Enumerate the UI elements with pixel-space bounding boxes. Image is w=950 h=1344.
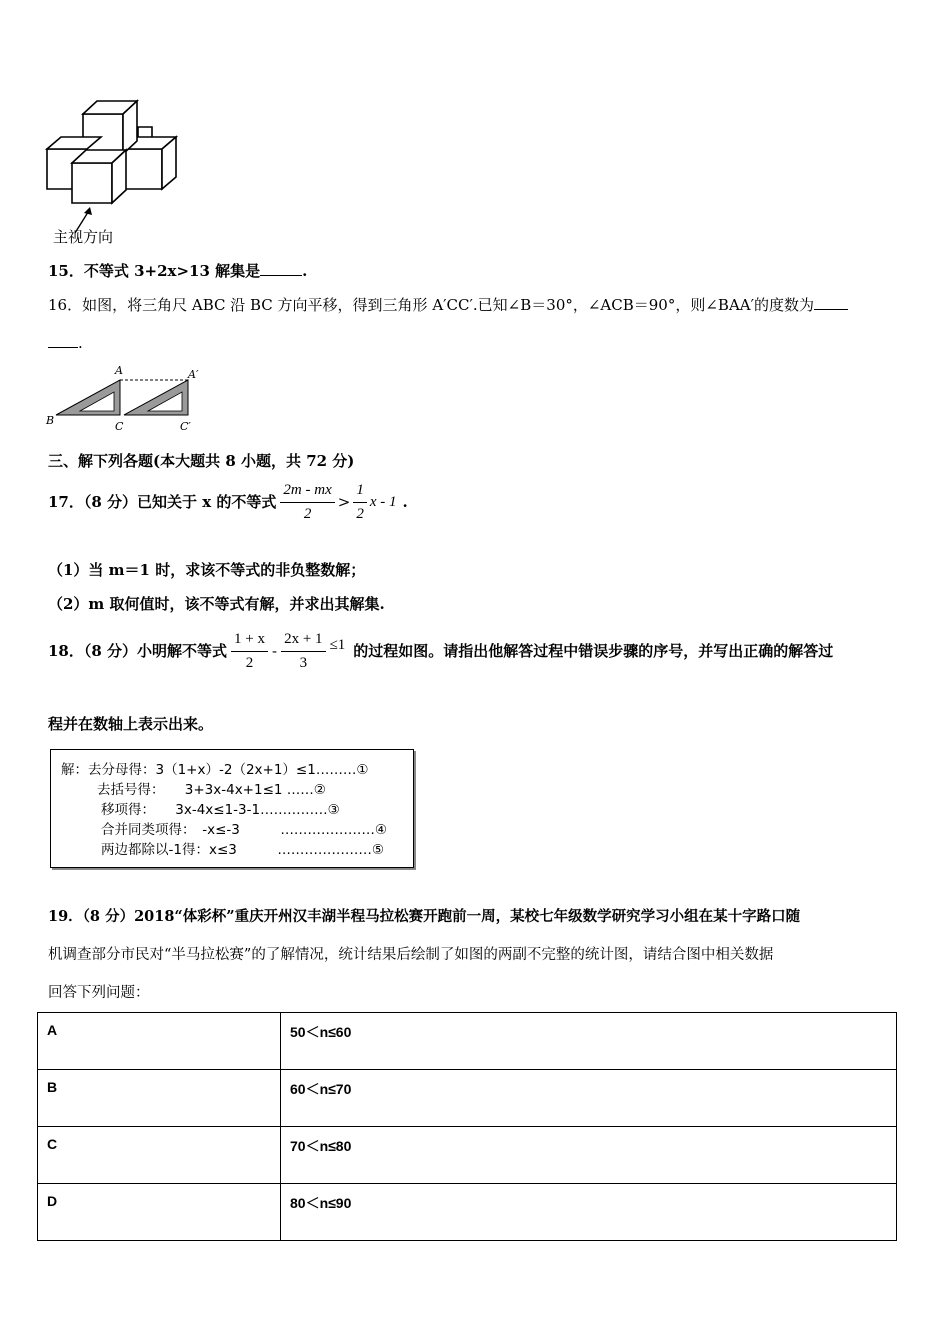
group-cell: D (38, 1184, 281, 1241)
solution-step-5: 两边都除以-1得：x≤3 …………………⑤ (101, 842, 384, 858)
q17-rhs-fraction: $\frac{1}{2}$ (353, 482, 367, 523)
range-cell: 70＜n≤80 (281, 1127, 897, 1184)
view-direction-label: 主视方向 (53, 229, 114, 246)
question-19-line-1: 19．（8 分）2018“体彩杯”重庆开州汉丰湖半程马拉松赛开跑前一周，某校七年级数学研究学习小组在某十字路口随 (48, 908, 801, 925)
solution-box (50, 749, 414, 868)
q17-part-2: （2）m 取何值时，该不等式有解，并求出其解集. (48, 595, 385, 613)
table-row (38, 1070, 897, 1127)
solution-step-2: 去括号得： 3+3x-4x+1≤1 ……② (97, 782, 326, 798)
group-cell: A (38, 1013, 281, 1070)
table-row (38, 1013, 897, 1070)
range-cell: 50＜n≤60 (281, 1013, 897, 1070)
label-A-prime: A′ (188, 368, 199, 381)
range-cell: 60＜n≤70 (281, 1070, 897, 1127)
section-3-title: 三、解下列各题(本大题共 8 小题，共 72 分) (48, 452, 355, 470)
label-C: C (115, 420, 124, 433)
solution-step-1: 解：去分母得：3（1+x）-2（2x+1）≤1………① (61, 762, 369, 778)
question-16-blank-end: . (48, 333, 83, 353)
solution-step-4: 合并同类项得： -x≤-3 …………………④ (101, 822, 387, 838)
label-A: A (115, 364, 123, 377)
table-row (38, 1184, 897, 1241)
q18-fraction-2: $\frac{2x + 1}{3}$ (281, 631, 325, 672)
table-row (38, 1127, 897, 1184)
question-19-line-3: 回答下列问题： (48, 985, 150, 1001)
question-19-line-2: 机调查部分市民对“半马拉松赛”的了解情况，统计结果后绘制了如图的两副不完整的统计图，请结合图中相关数据 (48, 947, 774, 963)
ranges-table (37, 1012, 897, 1241)
triangle-translation-figure (40, 360, 210, 440)
question-17: 17．（8 分）已知关于 x 的不等式 $\frac{2m - mx}{2}$ > $\frac{1}{2}$ x - 1 . (48, 481, 408, 522)
group-cell: B (38, 1070, 281, 1127)
label-C-prime: C′ (180, 420, 191, 433)
q18-fraction-1: $\frac{1 + x}{2}$ (231, 631, 268, 672)
label-B: B (46, 414, 55, 427)
question-16: 16．如图，将三角尺 ABC 沿 BC 方向平移，得到三角形 A′CC′.已知∠B＝30°，∠ACB＝90°，则∠BAA′的度数为 (48, 295, 848, 315)
q17-lhs-fraction: $\frac{2m - mx}{2}$ (280, 482, 334, 523)
group-cell: C (38, 1127, 281, 1184)
question-18: 18．（8 分）小明解不等式 $\frac{1 + x}{2}$ - $\frac{2x + 1}{3}$ ≤1 的过程如图。请指出他解答过程中错误步骤的序号，并写出正确的解答过 (48, 630, 834, 671)
solution-step-3: 移项得： 3x-4x≤1-3-1……………③ (101, 802, 340, 818)
question-15: 15．不等式 3+2x>13 解集是 . (48, 262, 308, 280)
q18-line-2: 程并在数轴上表示出来。 (48, 715, 214, 733)
range-cell: 80＜n≤90 (281, 1184, 897, 1241)
q17-part-1: （1）当 m＝1 时，求该不等式的非负整数解； (48, 561, 366, 579)
